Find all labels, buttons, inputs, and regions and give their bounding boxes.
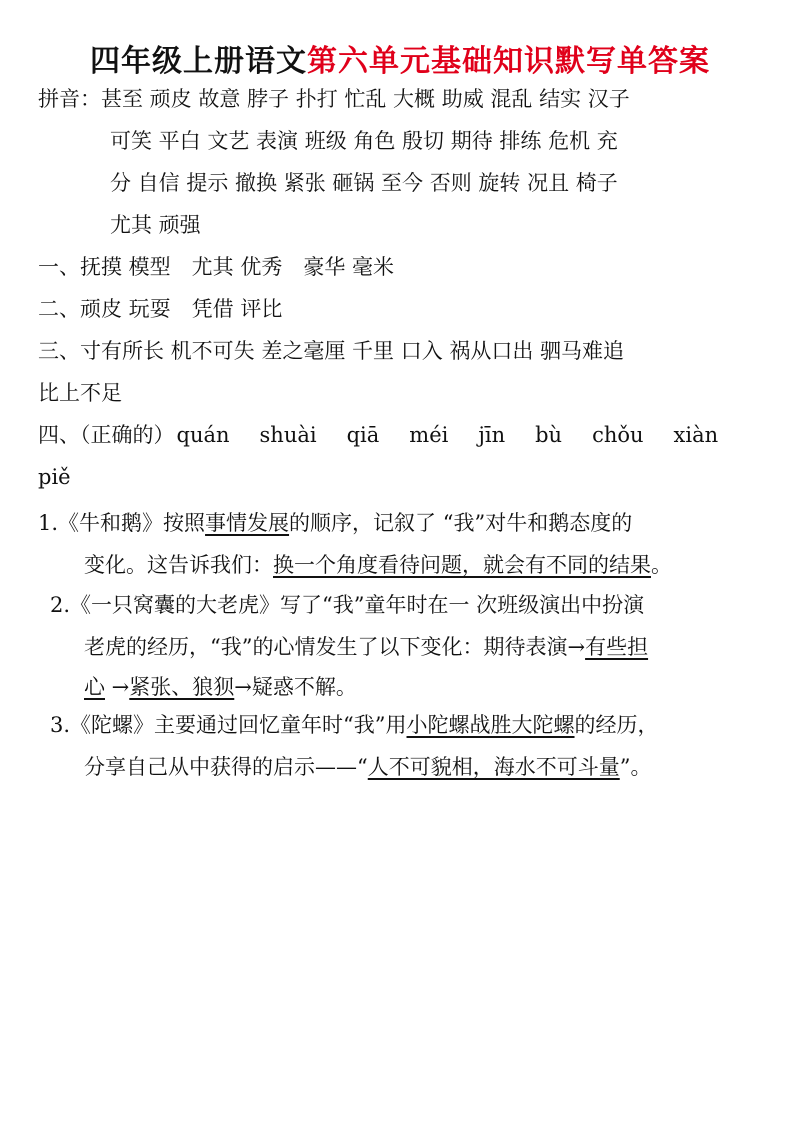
section-3-line-1: 三、寸有所长 机不可失 差之毫厘 千里 口入 祸从口出 驷马难追 (38, 339, 625, 363)
section-4-line-2: piě (38, 465, 71, 489)
question-2-answer-2: 紧张、狼狈 (129, 675, 235, 699)
pinyin-line-4: 尤其 顽强 (110, 213, 201, 237)
question-3-text: 分享自己从中获得的启示——“ (84, 755, 368, 779)
question-1-line-2 (84, 550, 672, 580)
section-4-prefix: 四、（正确的） (38, 423, 175, 447)
question-2-answer-1: 有些担 (585, 635, 649, 659)
section-4-line-1 (38, 420, 718, 450)
pinyin-answer: qiā (346, 423, 380, 447)
title-red-part: 第六单元基础知识默写单答案 (307, 44, 710, 79)
pinyin-label: 拼音： (38, 87, 101, 111)
question-3-text: 3.《陀螺》主要通过回忆童年时“我”用 (50, 713, 407, 737)
pinyin-line-1 (38, 84, 630, 114)
question-2-text: 老虎的经历，“我”的心情发生了以下变化：期待表演→ (84, 635, 586, 659)
question-3-answer-2: 人不可貌相，海水不可斗量 (367, 755, 620, 779)
question-1-text: 的顺序，记叙了 “我”对牛和鹅态度的 (289, 511, 633, 535)
section-2: 二、顽皮 玩耍 凭借 评比 (38, 297, 283, 321)
question-2-line-2 (84, 632, 648, 662)
pinyin-line-2: 可笑 平白 文艺 表演 班级 角色 殷切 期待 排练 危机 充 (110, 129, 618, 153)
question-1-text: 变化。这告诉我们： (84, 553, 273, 577)
pinyin-line-3: 分 自信 提示 撤换 紧张 砸锅 至今 否则 旋转 况且 椅子 (110, 171, 618, 195)
question-1-answer-1: 事情发展 (205, 511, 290, 535)
pinyin-words-1: 甚至 顽皮 故意 脖子 扑打 忙乱 大概 助威 混乱 结实 汉子 (101, 87, 630, 111)
question-3-text: ”。 (619, 755, 652, 779)
pinyin-answer: shuài (259, 423, 317, 447)
question-1-text: 1.《牛和鹅》按照 (38, 511, 206, 535)
section-3-line-2: 比上不足 (38, 381, 122, 405)
pinyin-answer: xiàn (673, 423, 719, 447)
question-2-line-3 (84, 672, 357, 702)
question-3-text: 的经历， (574, 713, 659, 737)
question-3-answer-1: 小陀螺战胜大陀螺 (406, 713, 575, 737)
pinyin-answer: bù (535, 423, 563, 447)
question-2-answer-1-cont: 心 (84, 675, 105, 699)
question-1-text: 。 (651, 553, 672, 577)
question-2-text: →疑惑不解。 (234, 675, 357, 699)
pinyin-answer: chǒu (592, 423, 644, 447)
question-2-line-1: 2.《一只窝囊的大老虎》写了“我”童年时在一 次班级演出中扮演 (50, 593, 645, 617)
question-2-text: → (105, 675, 130, 699)
section-1: 一、抚摸 模型 尤其 优秀 豪华 毫米 (38, 255, 395, 279)
pinyin-answer: méi (409, 423, 449, 447)
pinyin-answer: quán (176, 423, 230, 447)
page-title (0, 36, 800, 80)
question-1-line-1 (38, 508, 632, 538)
pinyin-answer: jīn (478, 423, 506, 447)
question-3-line-1 (50, 710, 659, 740)
title-black-part: 四年级上册语文 (90, 44, 307, 79)
question-1-answer-2: 换一个角度看待问题，就会有不同的结果 (273, 553, 651, 577)
question-3-line-2 (84, 752, 652, 782)
